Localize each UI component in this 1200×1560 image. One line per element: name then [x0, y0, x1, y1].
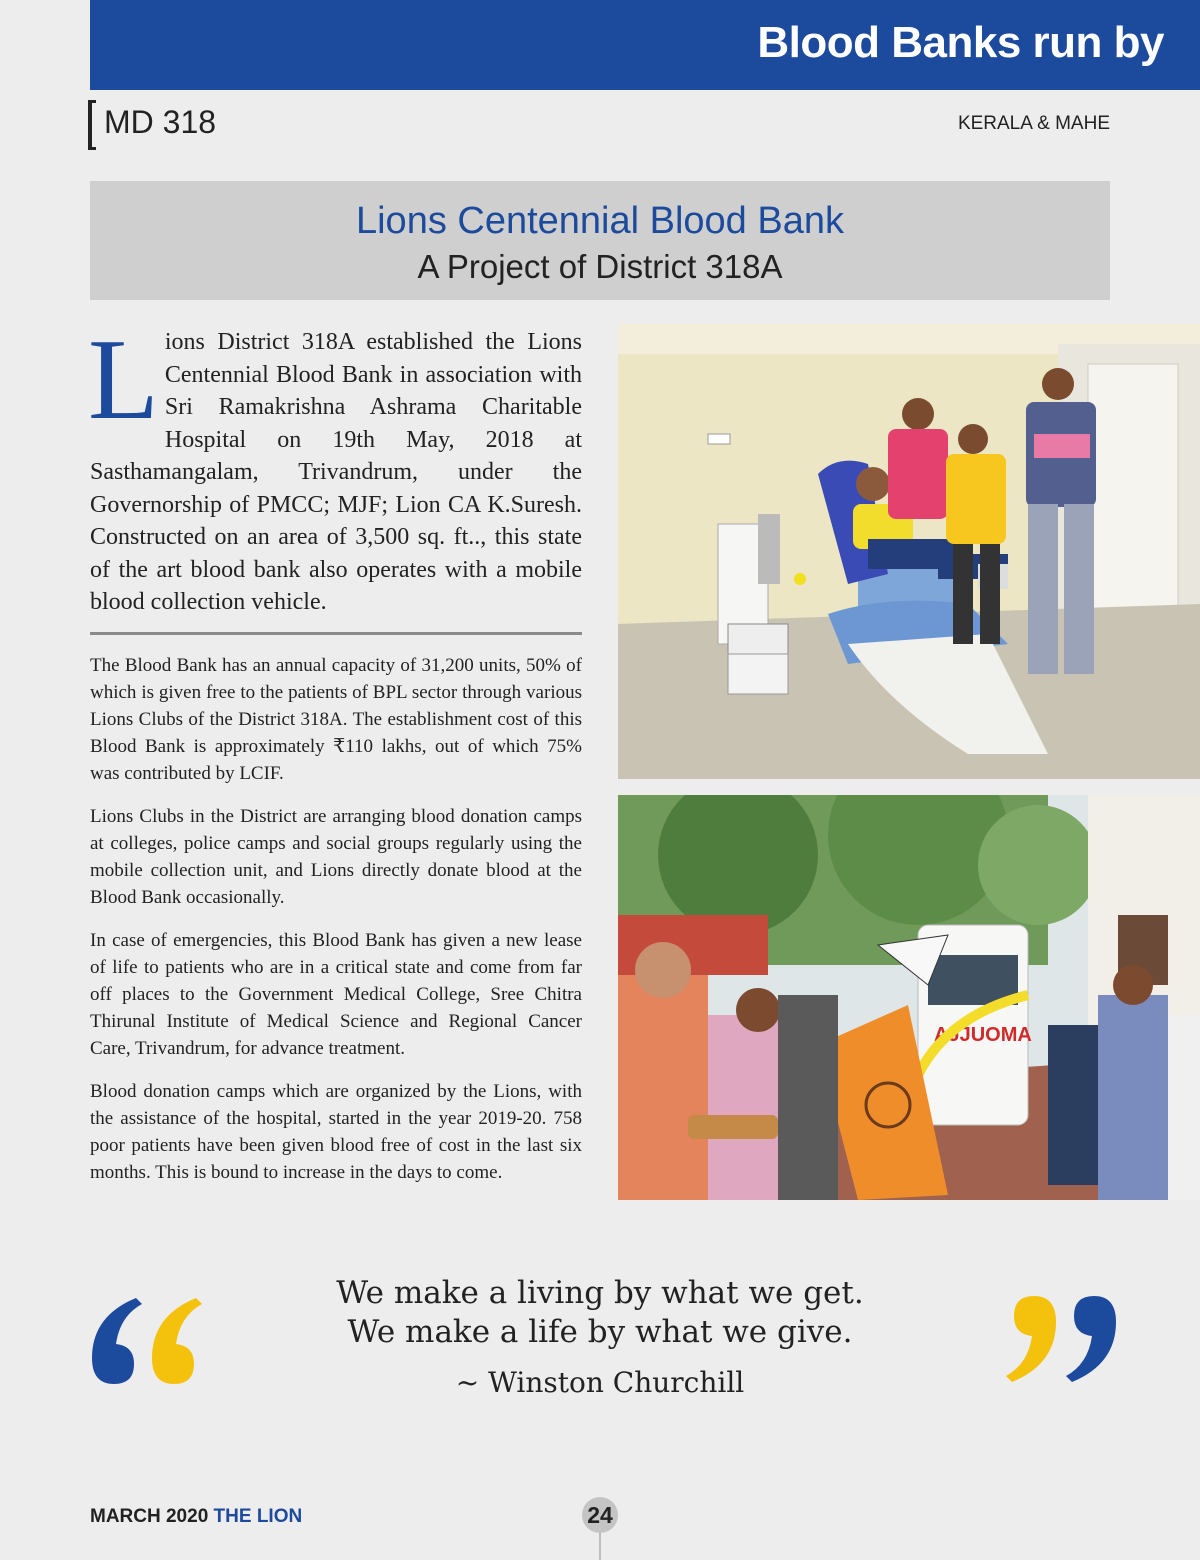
quote-line-1: We make a living by what we get. — [336, 1275, 864, 1311]
section-bracket — [88, 100, 96, 150]
blood-donation-photo — [618, 324, 1200, 779]
intro-text: ions District 318A established the Lions Centennial Blood Bank in association with Sri Ramakrishna Ashrama Charitable Hospital on 19th May, 2018 at Sasthamangalam, Trivandrum, under the Governorship of PMCC; MJF; Lion CA K.Suresh. Constructed on an area of 3,500 sq. ft.., this state of the art blood bank also operates with a mobile blood collection vehicle. — [90, 329, 582, 615]
header-title: Blood Banks run by — [757, 18, 1164, 67]
body-paragraph: The Blood Bank has an annual capacity of 31,200 units, 50% of which is given free to the patients of BPL sector through various Lions Clubs of the District 318A. The establishment cost of this Blood Bank is approximately ₹110 lakhs, out of which 75% was contributed by LCIF. — [90, 655, 582, 784]
ambulance-sign: AJJUOMA — [934, 1024, 1032, 1046]
article-subtitle: A Project of District 318A — [417, 248, 783, 285]
close-quote-icon — [1000, 1290, 1120, 1390]
footer-issue — [90, 1506, 302, 1528]
body-paragraph: Blood donation camps which are organized by the Lions, with the assistance of the hospital, started in the year 2019-20. 758 poor patients have been given blood free of cost in the last six months. This is bound to increase in the days to come. — [90, 1081, 582, 1183]
header-bar — [90, 0, 1200, 90]
section-divider — [90, 632, 582, 635]
open-quote-icon — [88, 1290, 208, 1390]
article-title: Lions Centennial Blood Bank — [355, 200, 844, 242]
district-label: MD 318 — [104, 104, 217, 140]
quote-author: ~ Winston Churchill — [455, 1366, 745, 1399]
body-paragraph: Lions Clubs in the District are arranging blood donation camps at colleges, police camps and social groups regularly using the mobile collection unit, and Lions directly donate blood at the Blood Bank occasionally. — [90, 806, 582, 908]
article-body — [90, 652, 582, 1202]
ambulance-flag-off-photo — [618, 795, 1200, 1200]
quote-text — [230, 1274, 970, 1352]
page-marker-line — [599, 1533, 601, 1560]
page-number: 24 — [582, 1497, 618, 1533]
footer-magazine: THE LION — [213, 1506, 303, 1527]
article-title-box — [90, 181, 1110, 300]
drop-cap: L — [88, 316, 159, 444]
region-label: KERALA & MAHE — [957, 113, 1110, 134]
intro-paragraph — [88, 316, 582, 619]
footer-date: MARCH 2020 — [90, 1506, 214, 1527]
quote-line-2: We make a life by what we give. — [347, 1314, 853, 1350]
body-paragraph: In case of emergencies, this Blood Bank has given a new lease of life to patients who are in a critical state and come from far off places to the Government Medical College, Sree Chitra Thirunal Institute of Medical Science and Regional Cancer Care, Trivandrum, for advance treatment. — [90, 930, 582, 1059]
